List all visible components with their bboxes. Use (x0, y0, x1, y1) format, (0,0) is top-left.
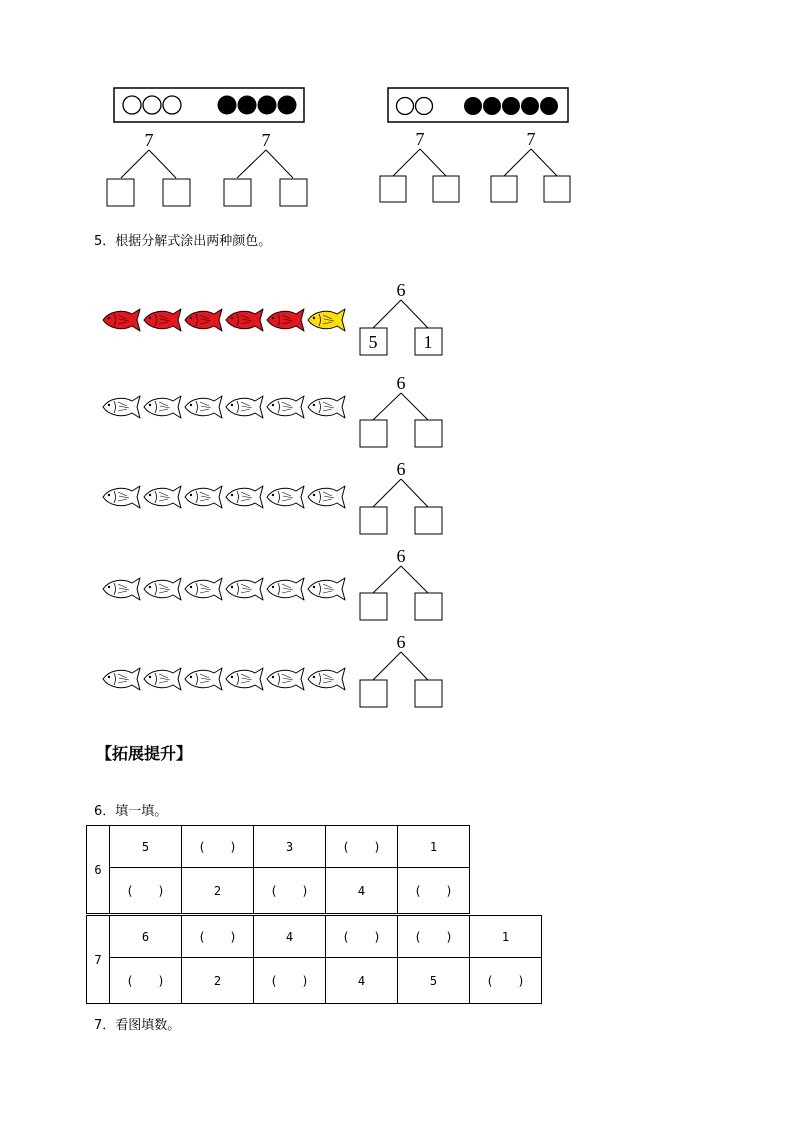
fill-table-7 (86, 915, 542, 1004)
fish[interactable] (103, 486, 140, 508)
q7-label: 7．看图填数。 (94, 1018, 181, 1033)
fish-row-1 (103, 309, 345, 331)
table-cell: 4 (326, 868, 398, 914)
fish[interactable] (144, 396, 181, 418)
fish[interactable] (185, 668, 222, 690)
table-blank[interactable]: ( ) (254, 868, 326, 914)
fish-row-4 (103, 578, 345, 600)
number-tree (360, 546, 442, 620)
hollow-dot (123, 96, 141, 114)
table-cell: 5 (398, 958, 470, 1004)
fish[interactable] (185, 396, 222, 418)
tree-total: 7 (526, 129, 536, 149)
filled-dot (540, 97, 558, 115)
fish[interactable] (267, 396, 304, 418)
filled-dot (483, 97, 501, 115)
fish-row-2 (103, 396, 345, 418)
q4-group-1 (107, 88, 307, 206)
filled-dot (238, 96, 257, 115)
hollow-dot (416, 98, 433, 115)
fish[interactable] (308, 668, 345, 690)
filled-dot (218, 96, 237, 115)
right-value: 1 (423, 332, 433, 352)
fish[interactable] (267, 668, 304, 690)
number-tree (360, 373, 442, 447)
answer-box[interactable] (360, 680, 387, 707)
tree-total: 6 (396, 632, 406, 652)
fish[interactable] (144, 486, 181, 508)
number-tree (224, 130, 307, 206)
answer-box[interactable] (107, 179, 134, 206)
tree-total: 7 (415, 129, 425, 149)
tree-total: 6 (396, 280, 406, 300)
fish[interactable] (144, 309, 181, 331)
fish[interactable] (185, 578, 222, 600)
fish[interactable] (226, 668, 263, 690)
answer-box[interactable] (280, 179, 307, 206)
table-blank[interactable]: ( ) (470, 958, 542, 1004)
table-cell: 1 (398, 826, 470, 868)
tree-total: 7 (144, 130, 154, 150)
table-total: 7 (87, 916, 110, 1004)
fish[interactable] (103, 668, 140, 690)
number-tree (360, 459, 442, 534)
fish[interactable] (103, 578, 140, 600)
table-blank[interactable]: ( ) (110, 958, 182, 1004)
tree-total: 6 (396, 459, 406, 479)
answer-box[interactable] (360, 420, 387, 447)
answer-box[interactable] (433, 176, 459, 202)
fill-table-6 (86, 825, 470, 914)
table-cell: 5 (110, 826, 182, 868)
number-tree (380, 129, 459, 202)
fish[interactable] (267, 486, 304, 508)
filled-dot (258, 96, 277, 115)
answer-box[interactable] (491, 176, 517, 202)
filled-dot (464, 97, 482, 115)
answer-box[interactable] (224, 179, 251, 206)
tree-total: 6 (396, 373, 406, 393)
table-blank[interactable]: ( ) (326, 826, 398, 868)
number-tree (107, 130, 190, 206)
answer-box[interactable] (415, 420, 442, 447)
q4-group-2 (380, 88, 570, 202)
number-tree (360, 632, 442, 707)
number-tree (360, 280, 442, 355)
table-cell: 4 (326, 958, 398, 1004)
table-blank[interactable]: ( ) (326, 916, 398, 958)
tree-total: 7 (261, 130, 271, 150)
hollow-dot (163, 96, 181, 114)
hollow-dot (143, 96, 161, 114)
q6-label: 6．填一填。 (94, 804, 168, 819)
fish[interactable] (144, 578, 181, 600)
fish-row-5 (103, 668, 345, 690)
fish[interactable] (185, 309, 222, 331)
filled-dot (278, 96, 297, 115)
answer-box[interactable] (415, 680, 442, 707)
answer-box[interactable] (360, 507, 387, 534)
table-blank[interactable]: ( ) (254, 958, 326, 1004)
q5-label: 5．根据分解式涂出两种颜色。 (94, 234, 272, 249)
fish[interactable] (185, 486, 222, 508)
q4-figure (0, 0, 793, 220)
fish[interactable] (226, 486, 263, 508)
filled-dot (502, 97, 520, 115)
fish[interactable] (226, 396, 263, 418)
fish[interactable] (308, 486, 345, 508)
fish[interactable] (308, 578, 345, 600)
table-blank[interactable]: ( ) (110, 868, 182, 914)
filled-dot (521, 97, 539, 115)
answer-box[interactable] (415, 507, 442, 534)
fish[interactable] (308, 396, 345, 418)
table-cell: 2 (182, 958, 254, 1004)
answer-box[interactable] (544, 176, 570, 202)
q5-figure (0, 270, 793, 720)
table-cell: 4 (254, 916, 326, 958)
fish[interactable] (144, 668, 181, 690)
left-value: 5 (368, 332, 378, 352)
answer-box[interactable] (415, 593, 442, 620)
fish-row-3 (103, 486, 345, 508)
fish[interactable] (308, 309, 345, 331)
table-cell: 2 (182, 868, 254, 914)
fish[interactable] (226, 309, 263, 331)
number-tree (491, 129, 570, 202)
table-blank[interactable]: ( ) (182, 916, 254, 958)
table-total: 6 (87, 826, 110, 914)
table-cell: 6 (110, 916, 182, 958)
fish[interactable] (267, 578, 304, 600)
table-blank[interactable]: ( ) (182, 826, 254, 868)
tree-total: 6 (396, 546, 406, 566)
fish[interactable] (267, 309, 304, 331)
answer-box[interactable] (360, 593, 387, 620)
table-blank[interactable]: ( ) (398, 868, 470, 914)
table-blank[interactable]: ( ) (398, 916, 470, 958)
fish[interactable] (103, 396, 140, 418)
table-cell: 1 (470, 916, 542, 958)
table-cell: 3 (254, 826, 326, 868)
answer-box[interactable] (163, 179, 190, 206)
answer-box[interactable] (380, 176, 406, 202)
section-title: 【拓展提升】 (96, 744, 193, 763)
hollow-dot (397, 98, 414, 115)
fish[interactable] (103, 309, 140, 331)
fish[interactable] (226, 578, 263, 600)
